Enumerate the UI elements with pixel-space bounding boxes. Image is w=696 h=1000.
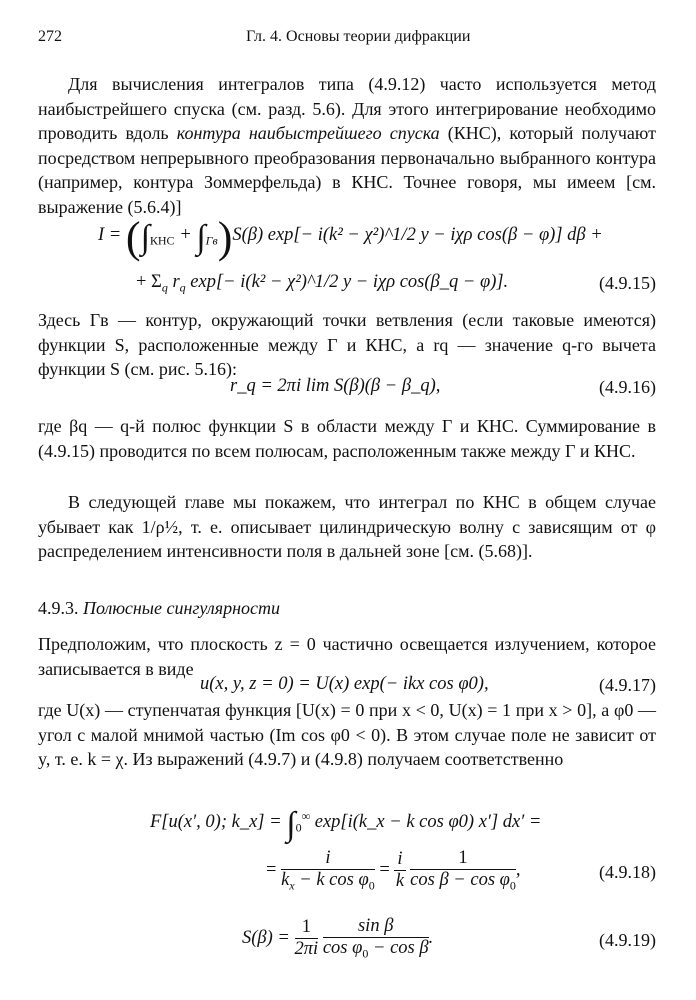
equation-4-9-16: r_q = 2πi lim S(β)(β − β_q), bbox=[230, 376, 441, 396]
paragraph-4: В следующей главе мы покажем, что интеграл по КНС в общем случае убывает как 1/ρ½, т. е. описывает цилиндрическую волну с зависящим от φ распределением интенсивности поля в дальней зоне [см. (5.68)]. bbox=[38, 492, 656, 562]
equation-4-9-15-line-1: $I = (\int_{КНС} + \int_{\Gamma в})S(\beta)$ exp[− i(k² − χ²)^1/2 y − iχρ cos(β − φ)] dβ + bbox=[98, 213, 603, 262]
equation-4-9-18-line-2: = $\frac{i}{k_x - k \cos \varphi_0}$ = $\frac{i}{k}$ $\frac{1}{\cos \beta - \cos \varphi_0}$ , bbox=[266, 848, 521, 893]
equation-4-9-17: u(x, y, z = 0) = U(x) exp(− ikx cos φ0), bbox=[200, 674, 489, 694]
equation-number-19: (4.9.19) bbox=[599, 930, 656, 950]
page-number: 272 bbox=[38, 28, 62, 45]
paragraph-1: Для вычисления интегралов типа (4.9.12) часто используется метод наибыстрейшего спуска (см. разд. 5.6). Для этого интегрирование необходимо проводить вдоль контура наибыстрейшего спуска (КНС), который получают посредством непрерывного преобразования первоначально выбранного контура (например, контура Зоммерфельда) в КНС. Точнее говоря, мы имеем [см. выражение (5.6.4)] bbox=[38, 74, 656, 217]
emphasis-term: контура наибыстрейшего спуска bbox=[176, 123, 440, 144]
equation-number-16: (4.9.16) bbox=[599, 377, 656, 397]
equation-4-9-15-line-2: + $\Sigma_q$ $r_q$ exp[− i(k² − χ²)^1/2 y − iχρ cos(β_q − φ)]. bbox=[136, 272, 509, 295]
running-header: Гл. 4. Основы теории дифракции bbox=[246, 28, 471, 45]
equation-number-15: (4.9.15) bbox=[599, 273, 656, 293]
paragraph-2: Здесь Γв — контур, окружающий точки ветвления (если таковые имеются) функции S, расположенные между Γ и КНС, а rq — значение q-го вычета функции S (см. рис. 5.16): bbox=[38, 310, 656, 380]
equation-4-9-18-line-1: F[u(x′, 0); k_x] = $\int_0^\infty$ exp[i(k_x − k cos φ0) x′] dx′ = bbox=[150, 806, 542, 843]
equation-number-17: (4.9.17) bbox=[599, 675, 656, 695]
paragraph-6: где U(x) — ступенчатая функция [U(x) = 0 при x < 0, U(x) = 1 при x > 0], а φ0 — угол с малой мнимой частью (Im cos φ0 < 0). В этом случае поле не зависит от y, т. е. k = χ. Из выражений (4.9.7) и (4.9.8) получаем соответственно bbox=[38, 700, 656, 770]
paragraph-5: Предположим, что плоскость z = 0 частично освещается излучением, которое записывается в виде bbox=[38, 634, 656, 679]
equation-number-18: (4.9.18) bbox=[599, 862, 656, 882]
equation-4-9-19: S(β) = $\frac{1}{2\pi i}$ $\frac{\text{sin β}}{\cos \varphi_0 - \cos \beta}$ . bbox=[242, 916, 434, 961]
paragraph-3: где βq — q-й полюс функции S в области между Γ и КНС. Суммирование в (4.9.15) проводится по всем полюсам, расположенным также между Γ и КНС. bbox=[38, 416, 656, 461]
section-heading: 4.9.3. Полюсные сингулярности bbox=[38, 598, 281, 618]
